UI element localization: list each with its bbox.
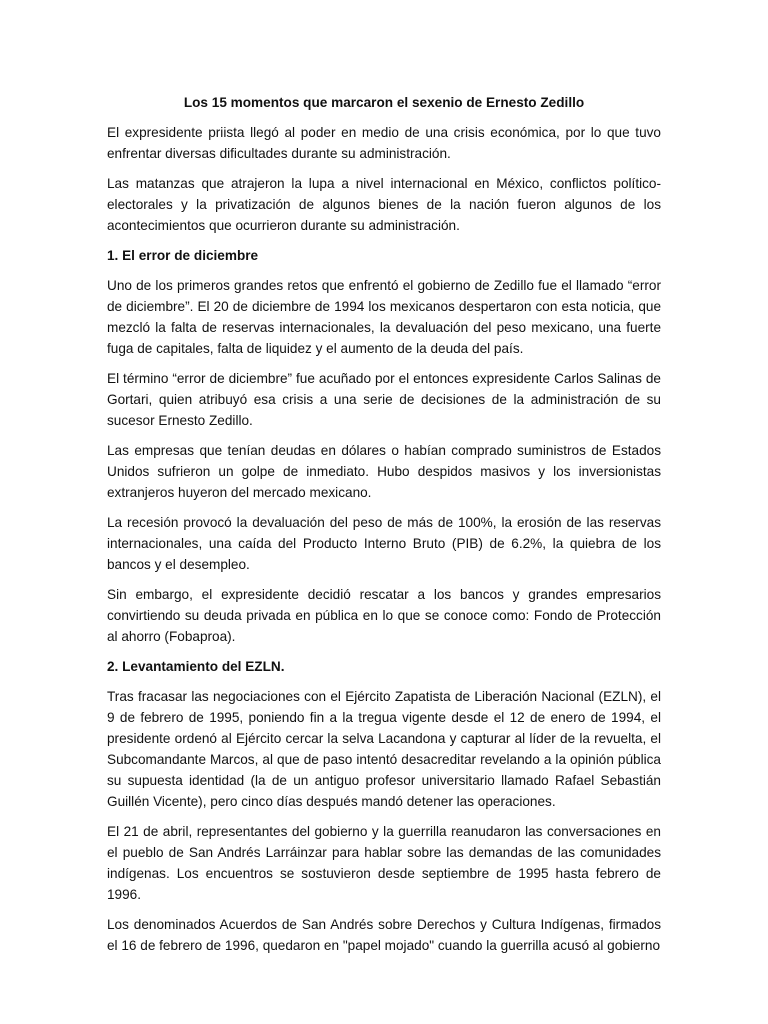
section-2-heading: 2. Levantamiento del EZLN. (107, 659, 285, 674)
section-1-heading: 1. El error de diciembre (107, 248, 259, 263)
section-2-paragraph-2: El 21 de abril, representantes del gobierno y la guerrilla reanudaron las conversaciones en el pueblo de San Andrés Larráinzar para hablar sobre las demandas de las comunidades indígenas. Los encuentros se sostuvieron desde septiembre de 1995 hasta febrero de 1996. (107, 824, 661, 902)
section-2-paragraph-1: Tras fracasar las negociaciones con el Ejército Zapatista de Liberación Nacional (EZLN), el 9 de febrero de 1995, poniendo fin a la tregua vigente desde el 12 de enero de 1994, el presidente ordenó al Ejército cercar la selva Lacandona y capturar al líder de la revuelta, el Subcomandante Marcos, al que de paso intentó desacreditar revelando a la opinión pública su supuesta identidad (la de un antiguo profesor universitario llamado Rafael Sebastián Guillén Vicente), pero cinco días después mandó detener las operaciones. (107, 689, 661, 809)
document-body (107, 92, 661, 965)
intro-paragraph-2: Las matanzas que atrajeron la lupa a nivel internacional en México, conflictos político-electorales y la privatización de algunos bienes de la nación fueron algunos de los acontecimientos que ocurrieron durante su administración. (107, 176, 661, 233)
intro-paragraph-1: El expresidente priista llegó al poder en medio de una crisis económica, por lo que tuvo enfrentar diversas dificultades durante su administración. (107, 125, 661, 161)
section-1-paragraph-1: Uno de los primeros grandes retos que enfrentó el gobierno de Zedillo fue el llamado “error de diciembre”. El 20 de diciembre de 1994 los mexicanos despertaron con esta noticia, que mezcló la falta de reservas internacionales, la devaluación del peso mexicano, una fuerte fuga de capitales, falta de liquidez y el aumento de la deuda del país. (107, 278, 661, 356)
document-title: Los 15 momentos que marcaron el sexenio de Ernesto Zedillo (183, 95, 585, 110)
section-1-paragraph-2: El término “error de diciembre” fue acuñado por el entonces expresidente Carlos Salinas de Gortari, quien atribuyó esa crisis a una serie de decisiones de la administración de su sucesor Ernesto Zedillo. (107, 371, 661, 428)
section-1-paragraph-3: Las empresas que tenían deudas en dólares o habían comprado suministros de Estados Unidos sufrieron un golpe de inmediato. Hubo despidos masivos y los inversionistas extranjeros huyeron del mercado mexicano. (107, 443, 661, 500)
section-1-paragraph-5: Sin embargo, el expresidente decidió rescatar a los bancos y grandes empresarios convirtiendo su deuda privada en pública en lo que se conoce como: Fondo de Protección al ahorro (Fobaproa). (107, 587, 661, 644)
section-1-paragraph-4: La recesión provocó la devaluación del peso de más de 100%, la erosión de las reservas internacionales, una caída del Producto Interno Bruto (PIB) de 6.2%, la quiebra de los bancos y el desempleo. (107, 515, 661, 572)
section-2-paragraph-3: Los denominados Acuerdos de San Andrés sobre Derechos y Cultura Indígenas, firmados el 16 de febrero de 1996, quedaron en "papel mojado" cuando la guerrilla acusó al gobierno (107, 917, 661, 953)
